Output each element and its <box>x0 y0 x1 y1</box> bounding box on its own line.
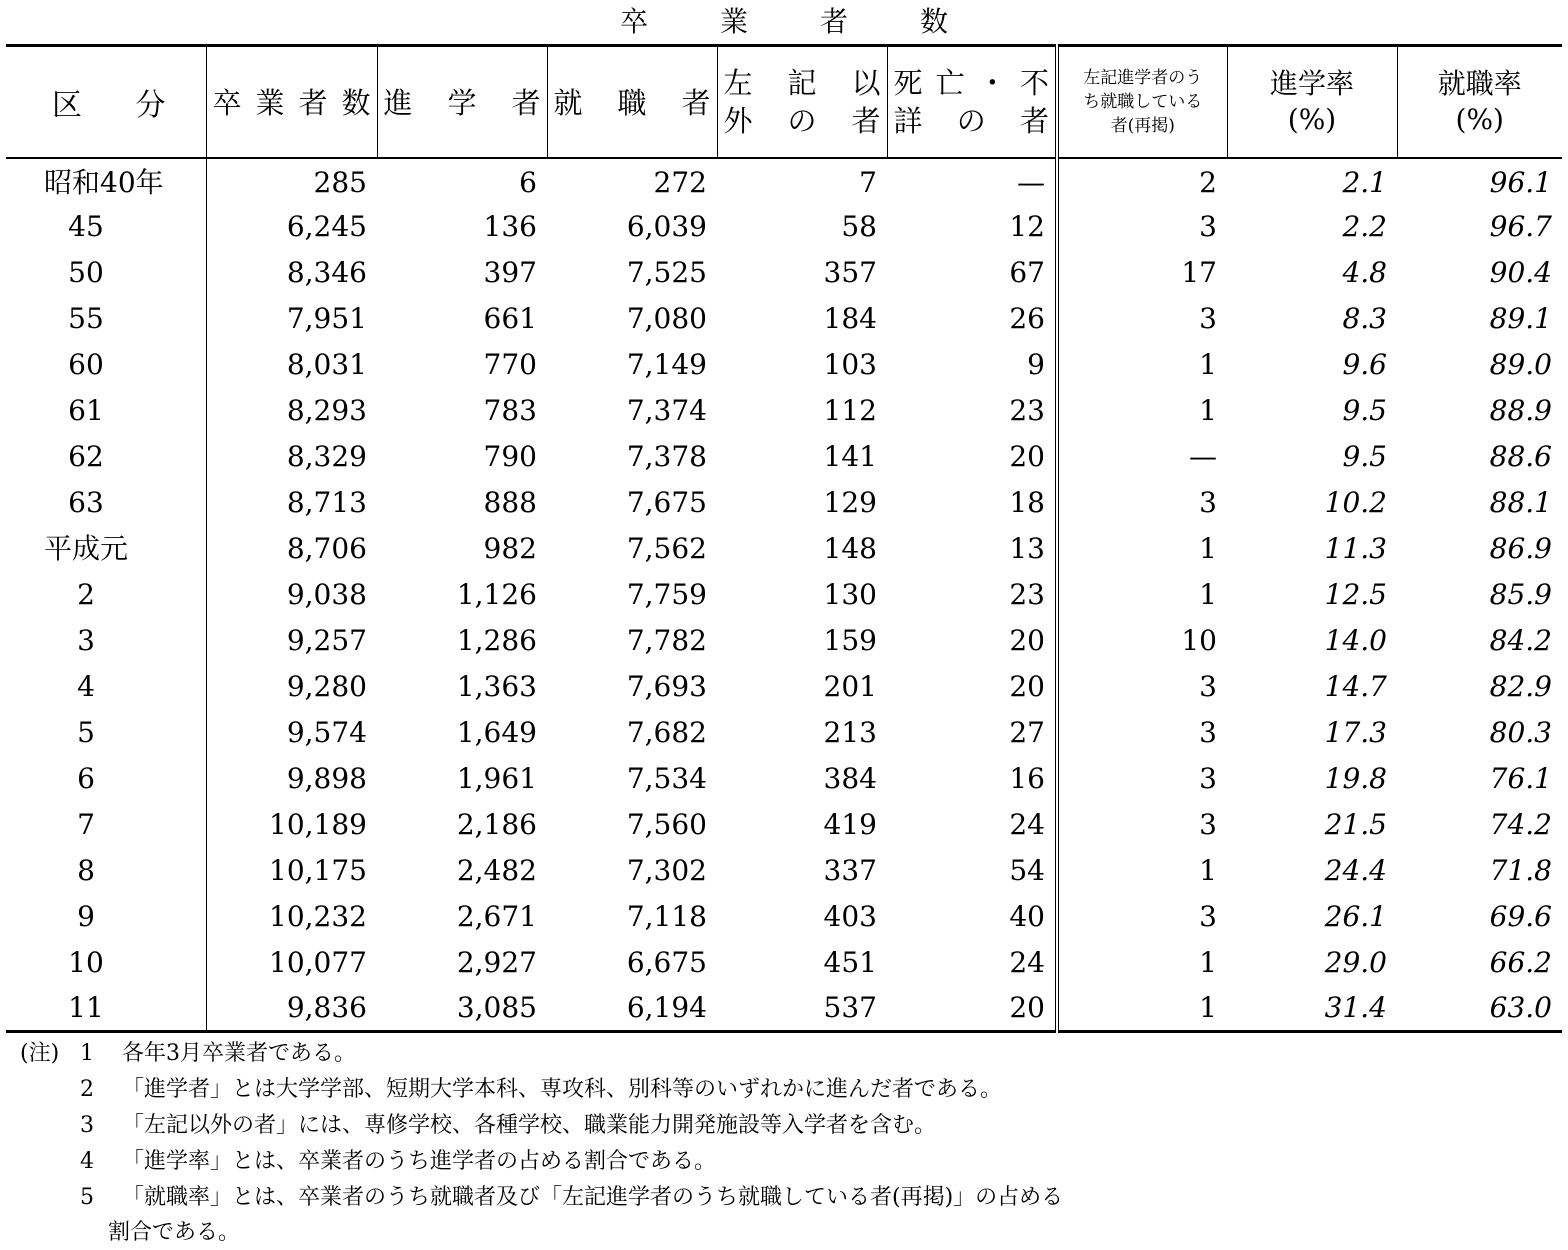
note-number: 1 <box>80 1041 94 1066</box>
cell-employed-among-advanced: 3 <box>1057 710 1227 756</box>
header-text: 以 <box>851 65 881 100</box>
cell-advanced: 770 <box>483 347 537 381</box>
cell-advanced: 2,671 <box>456 899 537 933</box>
cell-graduates: 7,951 <box>286 301 367 335</box>
cell-other: 384 <box>823 761 877 795</box>
cell-advanced: 397 <box>483 255 537 289</box>
cell-other: 130 <box>823 577 877 611</box>
graduates-table <box>6 44 1562 1033</box>
cell-deceased: 23 <box>1009 577 1045 611</box>
cell-employed-among-advanced: 1 <box>1057 986 1227 1032</box>
table-row <box>6 802 1562 848</box>
cell-category <box>6 388 206 434</box>
table-row <box>6 250 1562 296</box>
header-text: 者 <box>298 86 328 121</box>
cell-employed-among-advanced: 3 <box>1057 894 1227 940</box>
cell-advanced: 783 <box>483 393 537 427</box>
cell-category <box>6 848 206 894</box>
cell-employment-rate: 82.9 <box>1489 669 1552 703</box>
category-label: 62 <box>68 439 104 473</box>
header-text: 者 <box>1019 103 1049 138</box>
cell-advance-rate: 2.1 <box>1342 166 1387 199</box>
cell-employment-rate: 71.8 <box>1489 853 1552 887</box>
cell-other: 129 <box>823 485 877 519</box>
cell-other: 184 <box>823 301 877 335</box>
cell-employment-rate: 85.9 <box>1489 577 1552 611</box>
cell-employed: 7,378 <box>626 439 707 473</box>
cell-employed-among-advanced: 3 <box>1057 480 1227 526</box>
header-text: 学 <box>447 86 477 121</box>
header-deceased <box>887 46 1057 158</box>
note-text: 「進学率」とは、卒業者のうち進学者の占める割合である。 <box>122 1149 717 1174</box>
cell-advanced: 1,286 <box>456 623 537 657</box>
note-text: 各年3月卒業者である。 <box>122 1041 356 1066</box>
cell-advance-rate: 8.3 <box>1342 301 1387 335</box>
cell-employed-among-advanced: 3 <box>1057 204 1227 250</box>
cell-advance-rate: 21.5 <box>1324 807 1387 841</box>
cell-graduates: 8,293 <box>286 393 367 427</box>
cell-employment-rate: 66.2 <box>1489 945 1552 979</box>
cell-deceased: 54 <box>1009 853 1045 887</box>
cell-deceased: 16 <box>1009 761 1045 795</box>
cell-graduates: 8,346 <box>286 255 367 289</box>
header-text: 者 <box>681 86 711 121</box>
cell-other: 103 <box>823 347 877 381</box>
cell-deceased: 12 <box>1009 209 1045 243</box>
cell-employed: 7,534 <box>626 761 707 795</box>
header-text: 者 <box>851 103 881 138</box>
cell-deceased: 18 <box>1009 485 1045 519</box>
title-char: 数 <box>920 5 949 38</box>
table-row <box>6 710 1562 756</box>
cell-graduates: 9,280 <box>286 669 367 703</box>
cell-other: 141 <box>823 439 877 473</box>
category-label: 平成元 <box>44 531 129 565</box>
cell-employment-rate: 89.1 <box>1489 301 1552 335</box>
header-employed <box>547 46 717 158</box>
header-text: 卒 <box>212 86 242 121</box>
cell-other: 201 <box>823 669 877 703</box>
table-row <box>6 388 1562 434</box>
cell-graduates: 9,836 <box>206 986 377 1032</box>
cell-deceased: 20 <box>1009 669 1045 703</box>
cell-employment-rate: 86.9 <box>1489 531 1552 565</box>
cell-advance-rate: 17.3 <box>1324 715 1387 749</box>
cell-employed: 7,560 <box>626 807 707 841</box>
cell-employed-among-advanced: 1 <box>1057 848 1227 894</box>
cell-employed-among-advanced: 3 <box>1057 664 1227 710</box>
cell-employment-rate: 63.0 <box>1397 986 1562 1032</box>
category-label: 2 <box>77 577 95 611</box>
cell-advanced: 1,961 <box>456 761 537 795</box>
cell-employed-among-advanced: 3 <box>1057 802 1227 848</box>
table-row <box>6 894 1562 940</box>
category-label: 63 <box>68 485 104 519</box>
note-text: 「就職率」とは、卒業者のうち就職者及び「左記進学者のうち就職している者(再掲)」の占める <box>122 1185 1064 1210</box>
header-employment-rate <box>1397 46 1562 158</box>
cell-deceased: 20 <box>1009 623 1045 657</box>
table-row <box>6 664 1562 710</box>
cell-employment-rate: 96.7 <box>1489 209 1552 243</box>
cell-deceased: 24 <box>1009 945 1045 979</box>
header-text: 記 <box>787 65 817 100</box>
table-row <box>6 526 1562 572</box>
header-text: 左記進学者のう <box>1083 67 1203 88</box>
header-text: 左 <box>723 65 753 100</box>
category-label: 昭和40年 <box>44 166 164 199</box>
cell-employment-rate: 89.0 <box>1489 347 1552 381</box>
cell-other: 537 <box>717 986 887 1032</box>
cell-employed-among-advanced: — <box>1057 434 1227 480</box>
cell-employed: 7,682 <box>626 715 707 749</box>
cell-deceased: 23 <box>1009 393 1045 427</box>
cell-category <box>6 204 206 250</box>
category-label: 9 <box>77 899 95 933</box>
category-label: 7 <box>77 807 95 841</box>
cell-deceased: 20 <box>1009 439 1045 473</box>
cell-employed: 7,118 <box>626 899 707 933</box>
cell-advanced: 888 <box>483 485 537 519</box>
header-text: の <box>956 103 986 138</box>
cell-deceased: 9 <box>1027 347 1045 381</box>
cell-advanced: 6 <box>519 166 537 199</box>
cell-category <box>6 480 206 526</box>
header-text: 就 <box>553 86 583 121</box>
header-text: 者(再掲) <box>1110 115 1175 136</box>
cell-graduates: 9,257 <box>286 623 367 657</box>
header-text: 就職率 <box>1437 66 1522 100</box>
table-row <box>6 848 1562 894</box>
cell-advanced: 1,363 <box>456 669 537 703</box>
cell-advance-rate: 14.0 <box>1324 623 1387 657</box>
table-row <box>6 204 1562 250</box>
cell-category <box>6 250 206 296</box>
cell-employed: 272 <box>653 166 707 199</box>
cell-other: 451 <box>823 945 877 979</box>
table-body <box>6 158 1562 1032</box>
header-text: 死 <box>893 65 923 100</box>
cell-employed: 6,039 <box>626 209 707 243</box>
header-text: 区 <box>52 87 82 123</box>
cell-advanced: 136 <box>483 209 537 243</box>
cell-graduates: 10,077 <box>269 945 367 979</box>
cell-advanced: 982 <box>483 531 537 565</box>
header-employed-among-advanced <box>1057 46 1227 158</box>
cell-employed: 7,759 <box>626 577 707 611</box>
cell-other: 7 <box>859 166 877 199</box>
header-text: の <box>787 103 817 138</box>
cell-category <box>6 572 206 618</box>
header-kubun <box>6 46 206 158</box>
header-row <box>6 46 1562 158</box>
title-char: 業 <box>719 5 748 38</box>
cell-graduates: 10,189 <box>269 807 367 841</box>
cell-category <box>6 618 206 664</box>
note-number: 3 <box>80 1113 94 1138</box>
note-text: 「進学者」とは大学学部、短期大学本科、専攻科、別科等のいずれかに進んだ者である。 <box>122 1077 1003 1102</box>
table-row <box>6 756 1562 802</box>
cell-employed: 7,080 <box>626 301 707 335</box>
note-continuation: 割合である。 <box>108 1220 241 1245</box>
table-row <box>6 342 1562 388</box>
cell-other: 403 <box>823 899 877 933</box>
cell-employed-among-advanced: 1 <box>1057 572 1227 618</box>
cell-employed-among-advanced: 3 <box>1057 756 1227 802</box>
cell-employed-among-advanced: 17 <box>1057 250 1227 296</box>
cell-employed: 6,675 <box>626 945 707 979</box>
header-text: ・ <box>977 65 1007 100</box>
cell-graduates: 285 <box>313 166 367 199</box>
cell-deceased: 27 <box>1009 715 1045 749</box>
category-label: 3 <box>77 623 95 657</box>
cell-employment-rate: 69.6 <box>1489 899 1552 933</box>
cell-employed: 7,693 <box>626 669 707 703</box>
cell-other: 148 <box>823 531 877 565</box>
category-label: 60 <box>68 347 104 381</box>
category-label: 55 <box>68 301 104 335</box>
header-text: (%) <box>1455 102 1504 136</box>
cell-category <box>6 158 206 204</box>
cell-employed-among-advanced: 2 <box>1057 158 1227 204</box>
header-text: 業 <box>255 86 285 121</box>
cell-category <box>6 894 206 940</box>
cell-advance-rate: 2.2 <box>1342 209 1387 243</box>
cell-employed: 7,302 <box>626 853 707 887</box>
cell-category <box>6 710 206 756</box>
cell-employment-rate: 88.9 <box>1489 393 1552 427</box>
cell-employment-rate: 74.2 <box>1489 807 1552 841</box>
cell-advance-rate: 14.7 <box>1324 669 1387 703</box>
cell-other: 112 <box>823 393 877 427</box>
cell-advance-rate: 26.1 <box>1324 899 1387 933</box>
cell-employed: 7,562 <box>626 531 707 565</box>
header-other <box>717 46 887 158</box>
table-row <box>6 572 1562 618</box>
category-label: 61 <box>68 393 104 427</box>
cell-employment-rate: 90.4 <box>1489 255 1552 289</box>
cell-deceased: 40 <box>1009 899 1045 933</box>
cell-advanced: 3,085 <box>377 986 547 1032</box>
table-row <box>6 940 1562 986</box>
cell-category <box>6 664 206 710</box>
cell-graduates: 6,245 <box>286 209 367 243</box>
cell-deceased: 20 <box>887 986 1057 1032</box>
note-item <box>20 1144 1560 1180</box>
cell-employed-among-advanced: 3 <box>1057 296 1227 342</box>
header-text: ち就職している <box>1083 91 1203 112</box>
cell-advance-rate: 19.8 <box>1324 761 1387 795</box>
cell-employed: 6,194 <box>547 986 717 1032</box>
cell-category <box>6 986 206 1032</box>
header-advanced <box>377 46 547 158</box>
cell-graduates: 9,574 <box>286 715 367 749</box>
cell-other: 419 <box>823 807 877 841</box>
cell-employed: 7,149 <box>626 347 707 381</box>
cell-employment-rate: 88.1 <box>1489 485 1552 519</box>
cell-advanced: 661 <box>483 301 537 335</box>
cell-category <box>6 526 206 572</box>
table-row <box>6 480 1562 526</box>
header-text: 分 <box>135 87 166 123</box>
title-char: 者 <box>820 5 849 38</box>
cell-advanced: 2,186 <box>456 807 537 841</box>
note-prefix: (注) <box>20 1041 60 1066</box>
cell-graduates: 10,175 <box>269 853 367 887</box>
cell-category <box>6 802 206 848</box>
category-label: 6 <box>77 761 95 795</box>
header-text: (%) <box>1287 102 1337 136</box>
header-text: 詳 <box>893 103 923 138</box>
cell-advance-rate: 9.6 <box>1342 347 1387 381</box>
cell-category <box>6 756 206 802</box>
note-number: 4 <box>80 1149 94 1174</box>
cell-employed: 7,782 <box>626 623 707 657</box>
table-row <box>6 296 1562 342</box>
cell-employment-rate: 88.6 <box>1489 439 1552 473</box>
cell-employed-among-advanced: 1 <box>1057 342 1227 388</box>
category-label: 11 <box>68 990 104 1024</box>
notes <box>20 1036 1560 1250</box>
table-row <box>6 434 1562 480</box>
cell-employed: 7,374 <box>626 393 707 427</box>
header-text: 進学率 <box>1269 66 1354 100</box>
cell-advance-rate: 24.4 <box>1324 853 1387 887</box>
cell-advance-rate: 31.4 <box>1227 986 1397 1032</box>
cell-deceased: 67 <box>1009 255 1045 289</box>
header-text: 不 <box>1019 65 1049 100</box>
cell-employed-among-advanced: 10 <box>1057 618 1227 664</box>
cell-advance-rate: 9.5 <box>1342 439 1387 473</box>
table-row <box>6 986 1562 1032</box>
category-label: 45 <box>68 209 104 243</box>
cell-graduates: 8,031 <box>286 347 367 381</box>
header-text: 者 <box>511 86 541 121</box>
cell-advanced: 2,927 <box>456 945 537 979</box>
header-text: 職 <box>617 86 647 121</box>
cell-employed: 7,525 <box>626 255 707 289</box>
cell-advance-rate: 9.5 <box>1342 393 1387 427</box>
cell-deceased: 24 <box>1009 807 1045 841</box>
cell-category <box>6 296 206 342</box>
cell-deceased: — <box>1017 166 1045 199</box>
cell-employment-rate: 84.2 <box>1489 623 1552 657</box>
cell-advanced: 1,649 <box>456 715 537 749</box>
cell-employed-among-advanced: 1 <box>1057 526 1227 572</box>
header-graduates <box>206 46 377 158</box>
cell-other: 58 <box>841 209 877 243</box>
cell-advanced: 2,482 <box>456 853 537 887</box>
cell-advance-rate: 10.2 <box>1324 485 1387 519</box>
cell-other: 213 <box>823 715 877 749</box>
note-item <box>20 1180 1560 1216</box>
category-label: 10 <box>68 945 104 979</box>
cell-employment-rate: 96.1 <box>1489 166 1552 199</box>
table-title <box>0 2 1568 42</box>
category-label: 8 <box>77 853 95 887</box>
cell-graduates: 9,038 <box>286 577 367 611</box>
header-advance-rate <box>1227 46 1397 158</box>
note-item <box>20 1108 1560 1144</box>
cell-graduates: 8,706 <box>286 531 367 565</box>
cell-deceased: 13 <box>1009 531 1045 565</box>
title-char: 卒 <box>619 5 648 38</box>
cell-other: 337 <box>823 853 877 887</box>
cell-employed: 7,675 <box>626 485 707 519</box>
note-item <box>20 1072 1560 1108</box>
cell-category <box>6 940 206 986</box>
header-text: 亡 <box>935 65 965 100</box>
cell-graduates: 10,232 <box>269 899 367 933</box>
cell-employed-among-advanced: 1 <box>1057 940 1227 986</box>
cell-employed-among-advanced: 1 <box>1057 388 1227 434</box>
note-text: 「左記以外の者」には、専修学校、各種学校、職業能力開発施設等入学者を含む。 <box>122 1113 937 1138</box>
table-row <box>6 158 1562 204</box>
table-row <box>6 618 1562 664</box>
cell-employment-rate: 76.1 <box>1489 761 1552 795</box>
cell-graduates: 9,898 <box>286 761 367 795</box>
cell-advance-rate: 12.5 <box>1324 577 1387 611</box>
cell-other: 159 <box>823 623 877 657</box>
cell-advanced: 1,126 <box>456 577 537 611</box>
category-label: 4 <box>77 669 95 703</box>
note-item <box>20 1036 1560 1072</box>
note-number: 2 <box>80 1077 94 1102</box>
note-number: 5 <box>80 1185 94 1210</box>
cell-advance-rate: 29.0 <box>1324 945 1387 979</box>
cell-advance-rate: 11.3 <box>1324 531 1387 565</box>
category-label: 5 <box>77 715 95 749</box>
cell-advanced: 790 <box>483 439 537 473</box>
cell-advance-rate: 4.8 <box>1342 255 1387 289</box>
cell-other: 357 <box>823 255 877 289</box>
cell-category <box>6 342 206 388</box>
cell-graduates: 8,329 <box>286 439 367 473</box>
cell-employment-rate: 80.3 <box>1489 715 1552 749</box>
category-label: 50 <box>68 255 104 289</box>
header-text: 進 <box>383 86 413 121</box>
cell-graduates: 8,713 <box>286 485 367 519</box>
header-text: 数 <box>341 86 371 121</box>
cell-deceased: 26 <box>1009 301 1045 335</box>
cell-category <box>6 434 206 480</box>
header-text: 外 <box>723 103 753 138</box>
